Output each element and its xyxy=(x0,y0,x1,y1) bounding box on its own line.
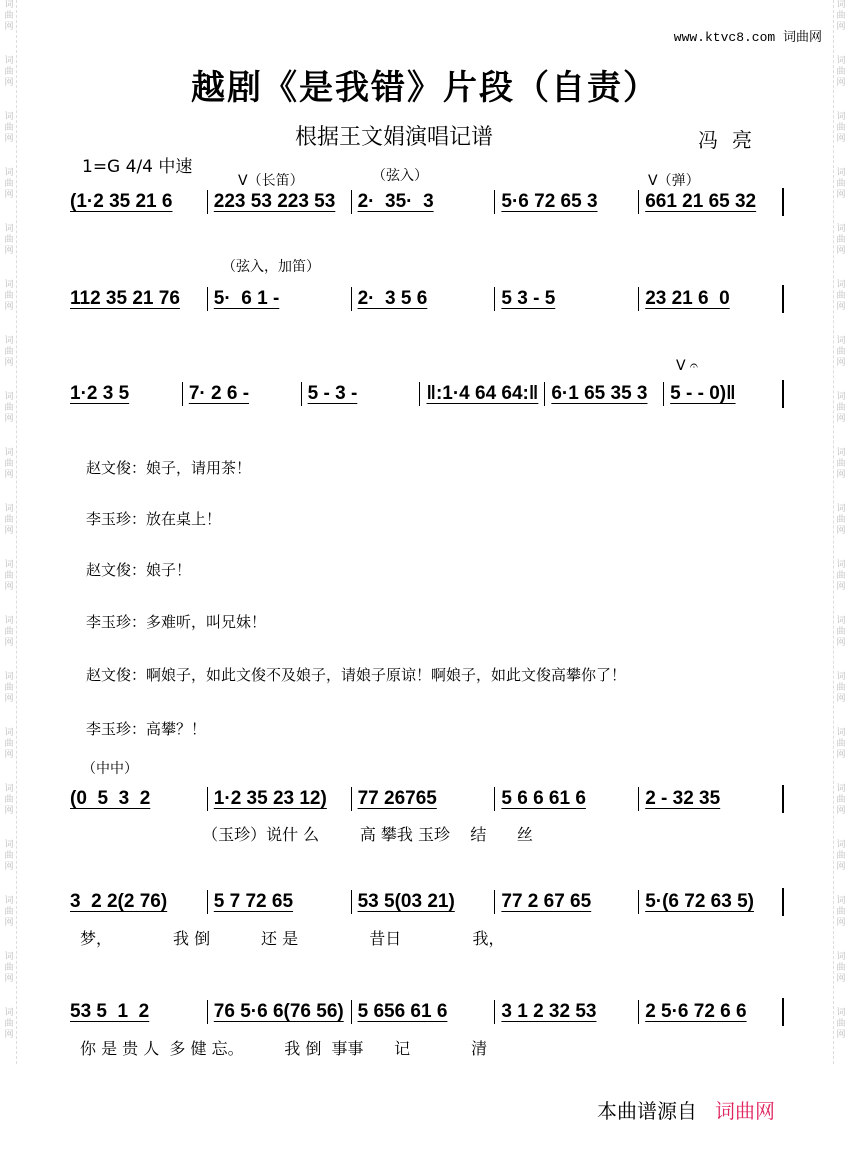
score-row-2 xyxy=(64,285,784,313)
measure: 661 21 65 32 xyxy=(638,190,782,214)
watermark-text: 词曲网 xyxy=(4,784,14,816)
score-row-5 xyxy=(64,888,784,916)
site-url[interactable]: www.ktvc8.com 词曲网 xyxy=(673,30,822,45)
lyrics-line: （玉珍）说什 么 高 攀我 玉珍 结 丝 xyxy=(80,825,533,844)
source-footer xyxy=(597,1095,775,1124)
barline xyxy=(782,188,784,216)
measure: 2 - 32 35 xyxy=(638,787,782,811)
watermark-text: 词曲网 xyxy=(836,504,846,536)
dialogue-line: 赵文俊：娘子，请用茶！ xyxy=(86,459,252,477)
measure: 5·(6 72 63 5) xyxy=(638,890,782,914)
lyrics-line: 你 是 贵 人 多 健 忘。 我 倒 事事 记 清 xyxy=(80,1039,488,1058)
annotation-tempo: （中中） xyxy=(82,761,138,777)
watermark-text: 词曲网 xyxy=(4,0,14,32)
measure: 1·2 3 5 xyxy=(70,383,130,404)
annotation-strings-flute: （弦入，加笛） xyxy=(222,259,320,275)
annotation-pluck: V（弹） xyxy=(648,173,700,189)
barline xyxy=(782,380,784,408)
dialogue-line: 李玉珍：多难听，叫兄妹！ xyxy=(86,613,267,631)
watermark-text: 词曲网 xyxy=(4,56,14,88)
measure: 3 1 2 32 53 xyxy=(494,1000,638,1024)
measure: 5·6 72 65 3 xyxy=(494,190,638,214)
watermark-text: 词曲网 xyxy=(4,952,14,984)
watermark-text: 词曲网 xyxy=(836,896,846,928)
watermark-text: 词曲网 xyxy=(836,0,846,32)
measure: 76 5·6 6(76 56) xyxy=(207,1000,351,1024)
score-author: 冯亮 xyxy=(698,128,766,152)
dialogue-line: 李玉珍：高攀？！ xyxy=(86,720,207,738)
watermark-text: 词曲网 xyxy=(4,168,14,200)
watermark-text: 词曲网 xyxy=(836,672,846,704)
barline xyxy=(782,785,784,813)
watermark-text: 词曲网 xyxy=(836,112,846,144)
watermark-text: 词曲网 xyxy=(836,616,846,648)
measure: ‖:1·4 64 64:‖ xyxy=(419,382,544,406)
watermark-text: 词曲网 xyxy=(4,336,14,368)
watermark-text: 词曲网 xyxy=(836,784,846,816)
watermark-text: 词曲网 xyxy=(4,392,14,424)
measure: 77 26765 xyxy=(351,787,495,811)
measure: 2 5·6 72 6 6 xyxy=(638,1000,782,1024)
measure: 53 5 1 2 xyxy=(70,1001,150,1022)
watermark-text: 词曲网 xyxy=(836,224,846,256)
barline xyxy=(782,888,784,916)
watermark-text: 词曲网 xyxy=(4,280,14,312)
annotation-strings-in: （弦入） xyxy=(372,168,428,184)
watermark-text: 词曲网 xyxy=(4,616,14,648)
measure: 5· 6 1 - xyxy=(207,287,351,311)
watermark-text: 词曲网 xyxy=(836,840,846,872)
watermark-text: 词曲网 xyxy=(836,1008,846,1040)
watermark-text: 词曲网 xyxy=(836,392,846,424)
annotation-fermata: V 𝄐 xyxy=(676,358,698,374)
watermark-text: 词曲网 xyxy=(4,728,14,760)
watermark-text: 词曲网 xyxy=(836,728,846,760)
dialogue-line: 李玉珍：放在桌上！ xyxy=(86,510,222,528)
dialogue-line: 赵文俊：娘子！ xyxy=(86,561,192,579)
watermark-text: 词曲网 xyxy=(836,560,846,592)
score-row-3 xyxy=(64,380,784,408)
score-subtitle: 根据王文娟演唱记谱 xyxy=(295,125,494,150)
measure: 77 2 67 65 xyxy=(494,890,638,914)
measure: 5 - 3 - xyxy=(301,382,420,406)
measure: 5 3 - 5 xyxy=(494,287,638,311)
measure: 223 53 223 53 xyxy=(207,190,351,214)
measure: 3 2 2(2 76) xyxy=(70,891,168,912)
measure: 112 35 21 76 xyxy=(70,288,180,309)
measure: 5 7 72 65 xyxy=(207,890,351,914)
measure: 7· 2 6 - xyxy=(182,382,301,406)
measure: 5 6 6 61 6 xyxy=(494,787,638,811)
watermark-left xyxy=(2,0,17,1064)
score-row-6 xyxy=(64,998,784,1026)
watermark-text: 词曲网 xyxy=(4,112,14,144)
watermark-text: 词曲网 xyxy=(836,448,846,480)
measure: 2· 3 5 6 xyxy=(351,287,495,311)
watermark-text: 词曲网 xyxy=(4,560,14,592)
watermark-text: 词曲网 xyxy=(836,168,846,200)
measure: (1·2 35 21 6 xyxy=(70,191,173,212)
measure: 6·1 65 35 3 xyxy=(544,382,663,406)
watermark-text: 词曲网 xyxy=(836,280,846,312)
footer-brand-link[interactable]: 词曲网 xyxy=(715,1099,775,1123)
measure: 53 5(03 21) xyxy=(351,890,495,914)
barline xyxy=(782,285,784,313)
lyrics-line: 梦， 我 倒 还 是 昔日 我， xyxy=(80,929,505,948)
watermark-text: 词曲网 xyxy=(4,224,14,256)
watermark-text: 词曲网 xyxy=(4,672,14,704)
measure: 1·2 35 23 12) xyxy=(207,787,351,811)
measure: 5 656 61 6 xyxy=(351,1000,495,1024)
measure: 23 21 6 0 xyxy=(638,287,782,311)
score-title: 越剧《是我错》片段（自责） xyxy=(191,68,659,108)
annotation-long-flute: V（长笛） xyxy=(238,173,304,189)
watermark-text: 词曲网 xyxy=(836,336,846,368)
measure: 2· 35· 3 xyxy=(351,190,495,214)
watermark-text: 词曲网 xyxy=(4,448,14,480)
watermark-text: 词曲网 xyxy=(4,1008,14,1040)
watermark-text: 词曲网 xyxy=(836,952,846,984)
barline xyxy=(782,998,784,1026)
score-row-4 xyxy=(64,785,784,813)
watermark-text: 词曲网 xyxy=(4,896,14,928)
measure: 5 - - 0)‖ xyxy=(663,382,782,406)
watermark-text: 词曲网 xyxy=(4,840,14,872)
watermark-text: 词曲网 xyxy=(4,504,14,536)
score-row-1 xyxy=(64,188,784,216)
dialogue-line: 赵文俊：啊娘子，如此文俊不及娘子，请娘子原谅！啊娘子，如此文俊高攀你了！ xyxy=(86,666,627,684)
key-signature: 1=G 4/4 中速 xyxy=(82,157,193,177)
watermark-right xyxy=(833,0,848,1064)
footer-text: 本曲谱源自 xyxy=(597,1099,697,1123)
measure: (0 5 3 2 xyxy=(70,788,151,809)
watermark-text: 词曲网 xyxy=(836,56,846,88)
